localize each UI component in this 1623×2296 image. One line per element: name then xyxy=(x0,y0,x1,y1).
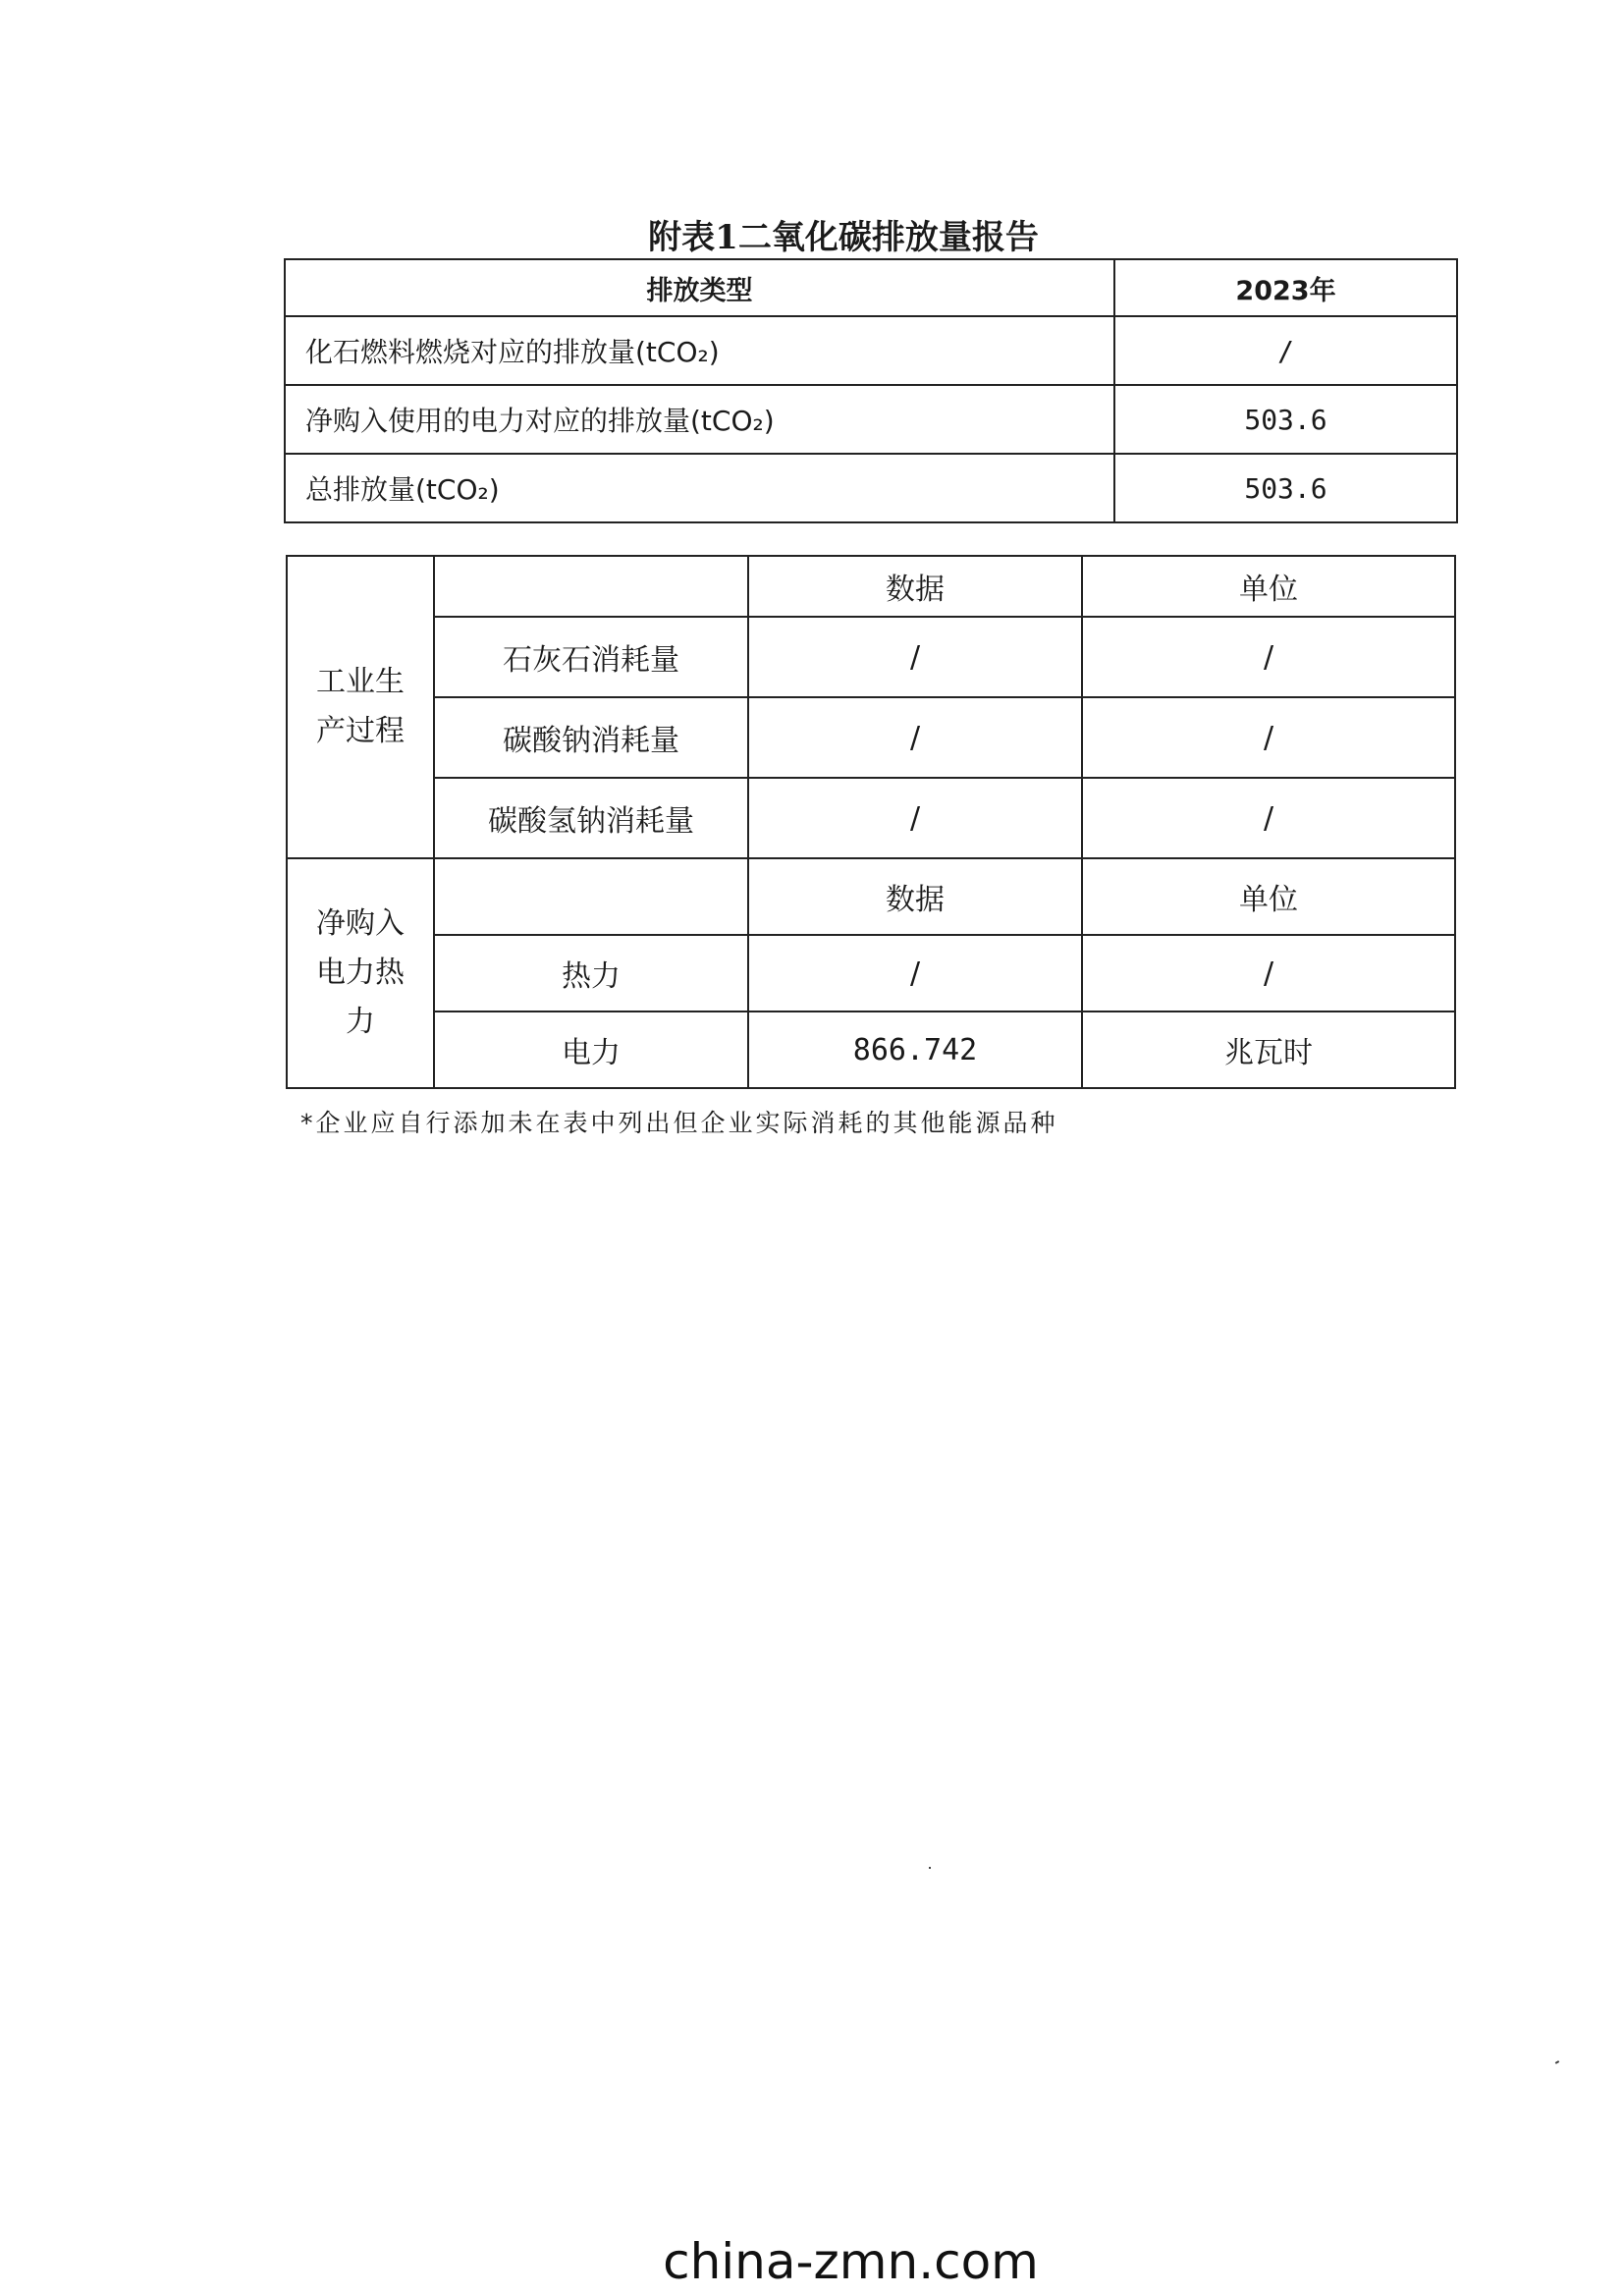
consumption-table xyxy=(286,555,1456,1089)
group-label-line: 电力热 xyxy=(316,956,405,990)
header-data: 数据 xyxy=(748,858,1082,935)
header-unit: 单位 xyxy=(1082,556,1455,617)
row-label: 净购入使用的电力对应的排放量(tCO₂) xyxy=(285,385,1114,454)
watermark: china-zmn.com xyxy=(663,2233,1039,2290)
table-row xyxy=(287,778,1455,858)
table-header-row xyxy=(285,259,1457,316)
row-value: 503.6 xyxy=(1114,454,1457,522)
scan-speck xyxy=(1555,2060,1559,2064)
page-title: 附表1二氧化碳排放量报告 xyxy=(648,218,1039,257)
row-label: 石灰石消耗量 xyxy=(434,617,748,697)
table-row xyxy=(287,556,1455,617)
table-row xyxy=(287,1011,1455,1088)
empty-cell xyxy=(434,858,748,935)
group-purchased-power-heat xyxy=(287,858,434,1088)
group-industrial-process xyxy=(287,556,434,858)
table-row xyxy=(287,697,1455,778)
row-label: 热力 xyxy=(434,935,748,1011)
row-unit: 兆瓦时 xyxy=(1082,1011,1455,1088)
row-data: / xyxy=(748,935,1082,1011)
scan-speck xyxy=(929,1867,931,1869)
footnote: *企业应自行添加未在表中列出但企业实际消耗的其他能源品种 xyxy=(300,1109,1058,1137)
row-label: 化石燃料燃烧对应的排放量(tCO₂) xyxy=(285,316,1114,385)
row-data: / xyxy=(748,778,1082,858)
header-emission-type: 排放类型 xyxy=(285,259,1114,316)
row-unit: / xyxy=(1082,935,1455,1011)
row-value: 503.6 xyxy=(1114,385,1457,454)
row-data: / xyxy=(748,697,1082,778)
row-value: / xyxy=(1114,316,1457,385)
group-label-line: 工业生 xyxy=(316,665,405,699)
row-data: 866.742 xyxy=(748,1011,1082,1088)
table-row xyxy=(285,454,1457,522)
table-row xyxy=(287,858,1455,935)
group-label-line: 净购入 xyxy=(316,906,405,941)
table-row xyxy=(287,617,1455,697)
table-row xyxy=(287,935,1455,1011)
header-year: 2023年 xyxy=(1114,259,1457,316)
row-label: 碳酸钠消耗量 xyxy=(434,697,748,778)
table-row xyxy=(285,316,1457,385)
row-label: 电力 xyxy=(434,1011,748,1088)
group-label-line: 力 xyxy=(346,1005,375,1039)
emissions-table xyxy=(284,258,1458,523)
row-label: 总排放量(tCO₂) xyxy=(285,454,1114,522)
empty-cell xyxy=(434,556,748,617)
header-unit: 单位 xyxy=(1082,858,1455,935)
row-data: / xyxy=(748,617,1082,697)
row-unit: / xyxy=(1082,697,1455,778)
row-unit: / xyxy=(1082,617,1455,697)
row-label: 碳酸氢钠消耗量 xyxy=(434,778,748,858)
row-unit: / xyxy=(1082,778,1455,858)
header-data: 数据 xyxy=(748,556,1082,617)
table-row xyxy=(285,385,1457,454)
group-label-line: 产过程 xyxy=(316,714,405,748)
